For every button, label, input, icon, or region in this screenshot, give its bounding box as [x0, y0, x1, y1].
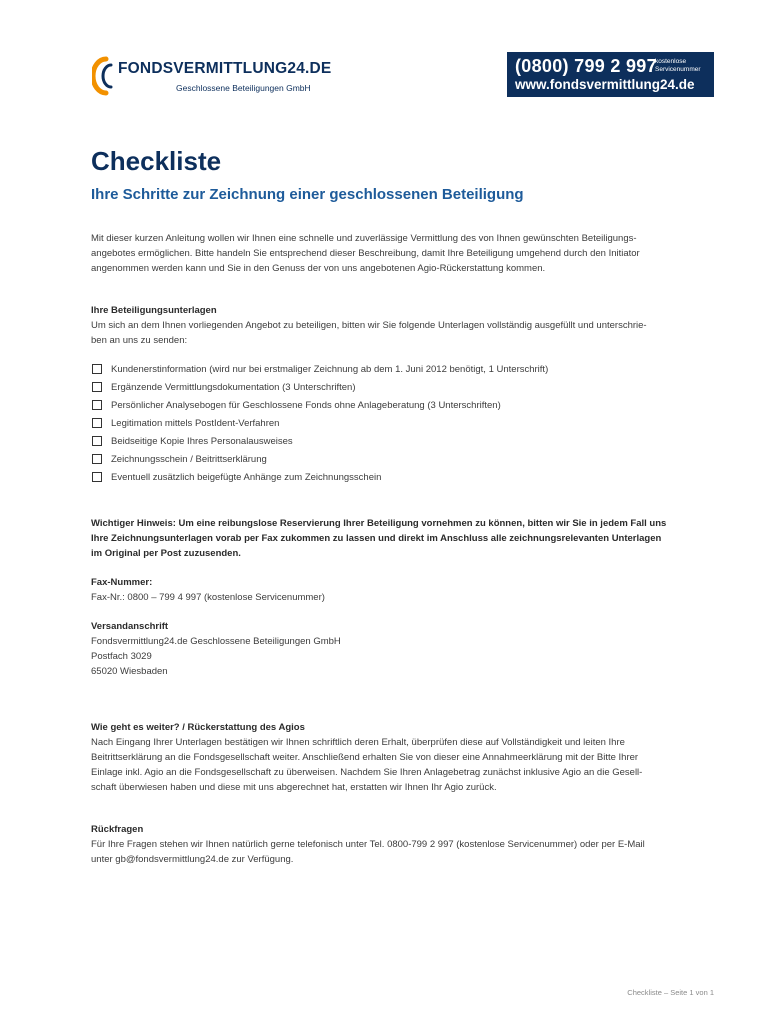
questions-heading: Rückfragen [91, 824, 144, 835]
checklist-item-label: Zeichnungsschein / Beitrittserklärung [111, 453, 267, 465]
company-logo [92, 54, 332, 98]
address-line: 65020 Wiesbaden [91, 666, 168, 677]
website-link[interactable]: www.fondsvermittlung24.de [515, 77, 695, 92]
next-steps-heading: Wie geht es weiter? / Rückerstattung des Agios [91, 722, 305, 733]
intro-paragraph [91, 231, 717, 276]
notice-line: Wichtiger Hinweis: Um eine reibungslose Reservierung Ihrer Beteiligung vornehmen zu können, bitten wir Sie in jedem Fall uns [91, 518, 667, 529]
next-steps-line: Beitrittserklärung an die Fondsgesellschaft weiter. Anschließend erhalten Sie von dieser eine Annahmeerklärung mit der Bitte Ihrer [91, 752, 639, 763]
documents-checklist [92, 360, 712, 486]
checklist-item[interactable] [92, 468, 712, 486]
checklist-item[interactable] [92, 414, 712, 432]
intro-line: angenommen werden kann und Sie in den Genuss der von uns angebotenen Agio-Rückerstattung kommen. [91, 263, 546, 274]
checklist-item-label: Eventuell zusätzlich beigefügte Anhänge zum Zeichnungsschein [111, 471, 382, 483]
address-section [91, 619, 717, 679]
checkbox[interactable] [92, 364, 102, 374]
checkbox[interactable] [92, 472, 102, 482]
page-subtitle: Ihre Schritte zur Zeichnung einer geschlossenen Beteiligung [91, 186, 524, 203]
address-line: Postfach 3029 [91, 651, 152, 662]
questions-line: unter gb@fondsvermittlung24.de zur Verfügung. [91, 854, 294, 865]
checklist-item[interactable] [92, 396, 712, 414]
contact-box [507, 52, 714, 97]
checkbox[interactable] [92, 454, 102, 464]
checklist-item[interactable] [92, 378, 712, 396]
address-line: Fondsvermittlung24.de Geschlossene Beteiligungen GmbH [91, 636, 341, 647]
documents-section [91, 303, 717, 348]
fax-section [91, 575, 717, 605]
page-footer: Checkliste – Seite 1 von 1 [627, 988, 714, 997]
checklist-item-label: Legitimation mittels PostIdent-Verfahren [111, 417, 280, 429]
logo-subtitle: Geschlossene Beteiligungen GmbH [176, 83, 311, 93]
page-title: Checkliste [91, 146, 222, 176]
checkbox[interactable] [92, 418, 102, 428]
checklist-item[interactable] [92, 360, 712, 378]
notice-line: Ihre Zeichnungsunterlagen vorab per Fax zukommen zu lassen und direkt im Anschluss alle zeichnungsrelevanten Unterlagen [91, 533, 662, 544]
address-heading: Versandanschrift [91, 621, 169, 632]
documents-text-line: ben an uns zu senden: [91, 335, 188, 346]
checklist-item-label: Beidseitige Kopie Ihres Personalausweises [111, 435, 293, 447]
important-notice [91, 516, 717, 561]
intro-line: Mit dieser kurzen Anleitung wollen wir Ihnen eine schnelle und zuverlässige Vermittlung des von Ihnen gewünschten Beteiligungs- [91, 233, 637, 244]
next-steps-line: schaft überwiesen haben und diese mit uns abgerechnet hat, erstatten wir Ihnen Ihr Agio zurück. [91, 782, 497, 793]
checkbox[interactable] [92, 400, 102, 410]
fax-heading: Fax-Nummer: [91, 577, 153, 588]
logo-arc-icon [92, 56, 118, 96]
logo-text: FONDSVERMITTLUNG24.DE [118, 60, 332, 77]
documents-text-line: Um sich an dem Ihnen vorliegenden Angebot zu beteiligen, bitten wir Sie folgende Unterlagen vollständig ausgefüllt und unterschrie- [91, 320, 647, 331]
next-steps-line: Einlage inkl. Agio an die Fondsgesellschaft zu überweisen. Nachdem Sie Ihren Anlagebetrag zunächst inklusive Agio an die Gesell- [91, 767, 643, 778]
checklist-item-label: Kundenerstinformation (wird nur bei erstmaliger Zeichnung ab dem 1. Juni 2012 benötigt, 1 Unterschrift) [111, 363, 549, 375]
questions-line: Für Ihre Fragen stehen wir Ihnen natürlich gerne telefonisch unter Tel. 0800-799 2 997 (kostenlose Servicenummer) oder per E-Mail [91, 839, 645, 850]
notice-line: im Original per Post zuzusenden. [91, 548, 241, 559]
phone-number[interactable]: (0800) 799 2 997 [515, 56, 657, 76]
checkbox[interactable] [92, 382, 102, 392]
checkbox[interactable] [92, 436, 102, 446]
fax-number: Fax-Nr.: 0800 – 799 4 997 (kostenlose Servicenummer) [91, 592, 325, 603]
checklist-item-label: Ergänzende Vermittlungsdokumentation (3 Unterschriften) [111, 381, 356, 393]
next-steps-line: Nach Eingang Ihrer Unterlagen bestätigen wir Ihnen schriftlich deren Erhalt, überprüfen diese auf Vollständigkeit und leiten Ihre [91, 737, 625, 748]
questions-section [91, 822, 717, 867]
phone-note: kostenlose Servicenummer [655, 58, 701, 73]
documents-heading: Ihre Beteiligungsunterlagen [91, 305, 217, 316]
next-steps-section [91, 720, 717, 795]
checklist-item[interactable] [92, 450, 712, 468]
checklist-item[interactable] [92, 432, 712, 450]
intro-line: angebotes ermöglichen. Bitte handeln Sie entsprechend dieser Beschreibung, damit Ihre Beteiligung umgehend durch den Initiator [91, 248, 640, 259]
checklist-item-label: Persönlicher Analysebogen für Geschlossene Fonds ohne Anlageberatung (3 Unterschriften) [111, 399, 501, 411]
